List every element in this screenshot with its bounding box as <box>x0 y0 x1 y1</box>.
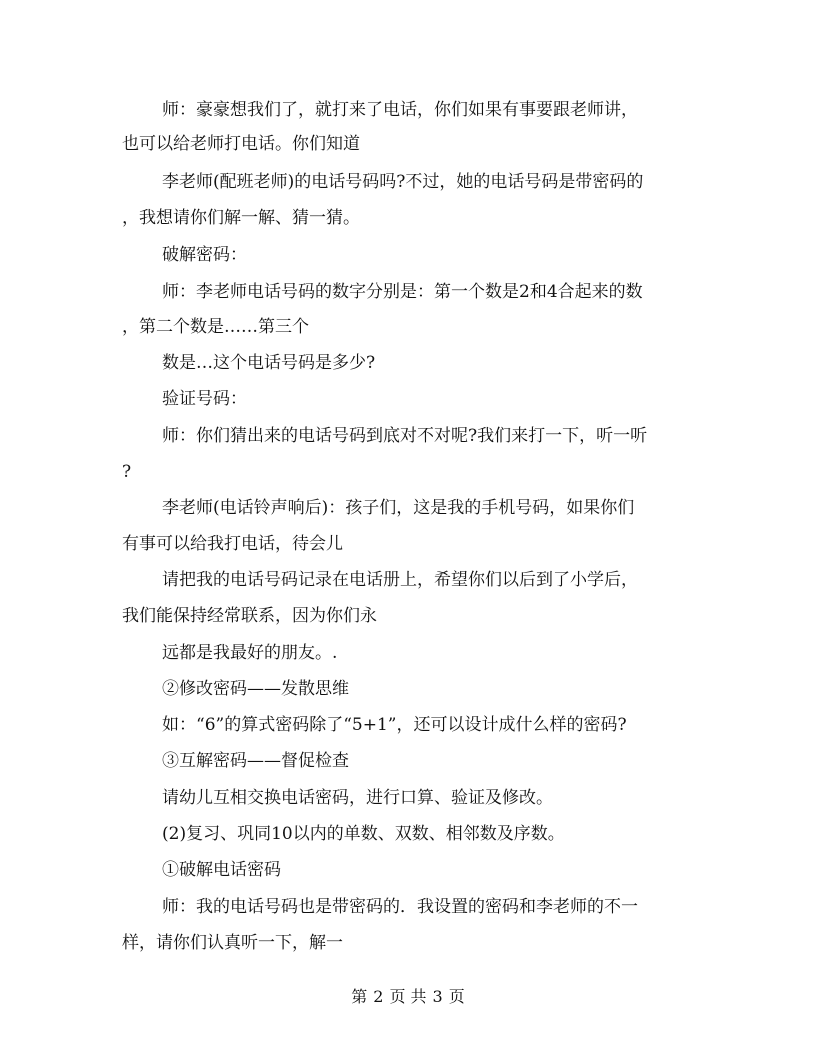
footer-current-page: 2 <box>373 987 384 1006</box>
text-line: 破解密码： <box>162 245 247 265</box>
text-line: 请幼儿互相交换电话密码，进行口算、验证及修改。 <box>162 788 553 808</box>
text-line: 我们能保持经常联系，因为你们永 <box>122 606 377 626</box>
text-line: ? <box>122 462 132 482</box>
text-line: 师：豪豪想我们了，就打来了电话，你们如果有事要跟老师讲， <box>162 100 638 120</box>
footer-prefix: 第 <box>351 987 368 1006</box>
text-line: 师：我的电话号码也是带密码的．我设置的密码和李老师的不一 <box>162 897 638 917</box>
text-line: 样，请你们认真听一下，解一 <box>122 933 343 953</box>
footer-suffix: 页 <box>448 987 465 1006</box>
footer-total-pages: 3 <box>432 987 443 1006</box>
text-line: 请把我的电话号码记录在电话册上，希望你们以后到了小学后， <box>162 570 638 590</box>
text-line: 验证号码： <box>162 389 247 409</box>
text-line: 远都是我最好的朋友。. <box>162 643 338 663</box>
text-line: ②修改密码——发散思维 <box>162 679 349 699</box>
footer-middle: 页 共 <box>389 987 427 1006</box>
text-line: ，我想请你们解一解、猜一猜。 <box>122 208 360 228</box>
page-footer <box>0 986 816 1008</box>
text-line: ，第二个数是……第三个 <box>122 317 309 337</box>
text-line: 数是…这个电话号码是多少? <box>162 353 376 373</box>
text-line: 李老师(电话铃声响后)：孩子们，这是我的手机号码，如果你们 <box>162 498 635 518</box>
text-line: 有事可以给我打电话，待会儿 <box>122 534 343 554</box>
text-line: (2)复习、巩同10以内的单数、双数、相邻数及序数。 <box>162 824 565 844</box>
text-line: ①破解电话密码 <box>162 860 281 880</box>
text-line: 师：你们猜出来的电话号码到底对不对呢?我们来打一下，听一听 <box>162 426 648 446</box>
text-line: 也可以给老师打电话。你们知道 <box>122 134 360 154</box>
text-line: 李老师(配班老师)的电话号码吗?不过，她的电话号码是带密码的 <box>162 172 644 192</box>
text-line: 师：李老师电话号码的数字分别是：第一个数是2和4合起来的数 <box>162 282 643 302</box>
text-line: ③互解密码——督促检查 <box>162 751 349 771</box>
text-line: 如：“6”的算式密码除了“5+1”，还可以设计成什么样的密码? <box>162 715 627 735</box>
